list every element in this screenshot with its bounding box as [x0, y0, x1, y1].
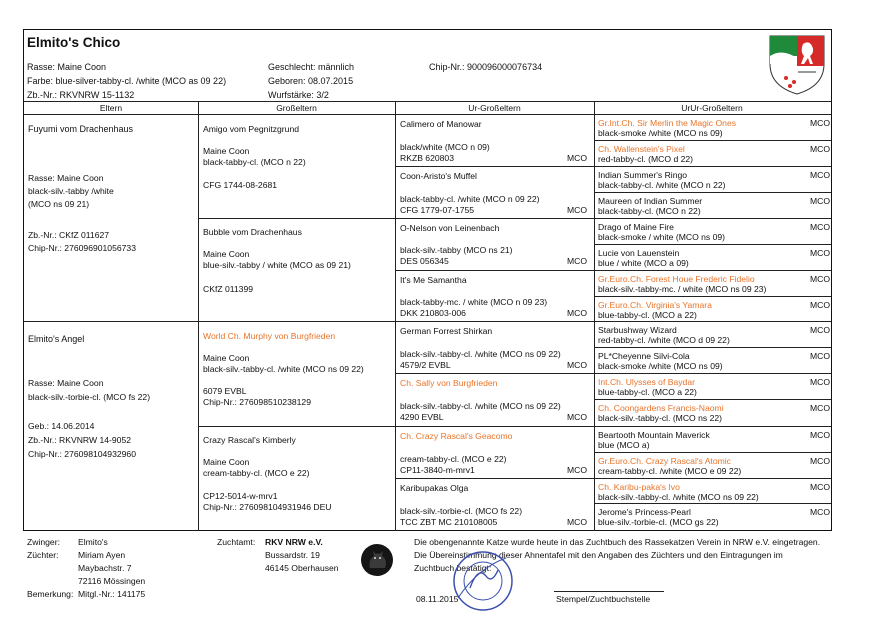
ancestor-color: blue (MCO a) [598, 440, 650, 450]
cat-birthdate: Geboren: 08.07.2015 [268, 76, 354, 86]
dam-breed: Rasse: Maine Coon [28, 378, 104, 388]
ancestor-color: blue-silv.-torbie-cl. (MCO gs 22) [598, 517, 719, 527]
sire-registration: Zb.-Nr.: CKfZ 011627 [28, 230, 110, 240]
ancestor-name: Drago of Maine Fire [598, 222, 674, 232]
breed-code: MCO [810, 507, 831, 517]
ancestor-color: blue-tabby-cl. (MCO a 22) [598, 310, 697, 320]
great-grandparent-color: black-tabby-cl. /white (MCO n 09 22) [400, 194, 540, 204]
ancestor-color: red-tabby-cl. /white (MCO d 09 22) [598, 335, 730, 345]
ancestor-name: PL*Cheyenne Silvi-Cola [598, 351, 690, 361]
great-grandparent-color: black-silv.-tabby-cl. /white (MCO ns 09 22) [400, 349, 561, 359]
divider [395, 478, 831, 479]
grandparent-registration: CFG 1744-08-2681 [203, 180, 278, 190]
grandparent-color: blue-silv.-tabby / white (MCO as 09 21) [203, 260, 351, 270]
column-divider [198, 101, 199, 531]
great-grandparent-name: German Forrest Shirkan [400, 326, 493, 336]
ancestor-name: Gr.Int.Ch. Sir Merlin the Magic Ones [598, 118, 737, 128]
divider [594, 140, 831, 141]
ancestor-name: Starbushway Wizard [598, 325, 677, 335]
ancestor-name: Jerome's Princess-Pearl [598, 507, 691, 517]
breed-code: MCO [567, 308, 588, 318]
ancestor-color: blue / white (MCO a 09) [598, 258, 689, 268]
grandparent-breed: Maine Coon [203, 146, 250, 156]
breed-code: MCO [810, 430, 831, 440]
divider [395, 373, 831, 374]
grandparent-name: Crazy Rascal's Kimberly [203, 435, 296, 445]
great-grandparent-registration: 4290 EVBL [400, 412, 444, 422]
great-grandparent-color: black-silv.-tabby-cl. /white (MCO ns 09 22) [400, 401, 561, 411]
ancestor-color: black-smoke /white (MCO ns 09) [598, 128, 723, 138]
great-grandparent-name: O-Nelson von Leinenbach [400, 223, 500, 233]
ancestor-name: Ch. Coongardens Francis-Naomi [598, 403, 724, 413]
divider [395, 270, 831, 271]
header-grandparents: Großeltern [276, 103, 317, 113]
ancestor-name: Beartooth Mountain Maverick [598, 430, 710, 440]
great-grandparent-color: black-silv.-torbie-cl. (MCO fs 22) [400, 506, 523, 516]
divider [395, 166, 831, 167]
note-value: Mitgl.-Nr.: 141175 [78, 589, 146, 599]
certification-line-2: Die Übereinstimmung dieser Ahnentafel mit den Angaben des Züchters und den Eintragungen im [414, 550, 783, 560]
divider [594, 192, 831, 193]
grandparent-chip: Chip-Nr.: 276098104931946 DEU [203, 502, 332, 512]
sire-breed: Rasse: Maine Coon [28, 173, 104, 183]
breed-code: MCO [567, 205, 588, 215]
grandparent-color: cream-tabby-cl. (MCO e 22) [203, 468, 310, 478]
ancestor-name: Gr.Euro.Ch. Forest Houe Frederic Fidelio [598, 274, 755, 284]
breed-code: MCO [810, 300, 831, 310]
ancestor-color: black-silv.-tabby-mc. / white (MCO ns 09 23) [598, 284, 767, 294]
great-grandparent-name: Calimero of Manowar [400, 119, 482, 129]
ancestor-color: black-smoke /white (MCO ns 09) [598, 361, 723, 371]
grandparent-registration: 6079 EVBL [203, 386, 247, 396]
grandparent-name: World Ch. Murphy von Burgfrieden [203, 331, 336, 341]
breed-code: MCO [810, 274, 831, 284]
great-grandparent-name: Karibupakas Olga [400, 483, 469, 493]
great-grandparent-registration: DKK 210803-006 [400, 308, 466, 318]
grandparent-name: Bubble vom Drachenhaus [203, 227, 302, 237]
ancestor-color: blue-tabby-cl. (MCO a 22) [598, 387, 697, 397]
ancestor-color: black-silv.-tabby-cl. /white (MCO ns 09 22) [598, 492, 759, 502]
divider [24, 101, 831, 102]
grandparent-breed: Maine Coon [203, 353, 250, 363]
ancestor-name: Lucie von Lauenstein [598, 248, 680, 258]
divider [594, 296, 831, 297]
sire-ems-code: (MCO ns 09 21) [28, 199, 90, 209]
breed-code: MCO [810, 403, 831, 413]
grandparent-name: Amigo vom Pegnitzgrund [203, 124, 300, 134]
great-grandparent-registration: DES 056345 [400, 256, 449, 266]
breed-code: MCO [567, 153, 588, 163]
breed-code: MCO [810, 170, 831, 180]
divider [198, 426, 831, 427]
ancestor-color: cream-tabby-cl. /white (MCO e 09 22) [598, 466, 742, 476]
owner-street: Maybachstr. 7 [78, 563, 132, 573]
breeder-label: Zwinger: [27, 537, 60, 547]
great-grandparent-color: black-silv.-tabby (MCO ns 21) [400, 245, 513, 255]
round-stamp-icon [448, 550, 518, 614]
dam-registration: Zb.-Nr.: RKVNRW 14-9052 [28, 435, 131, 445]
breed-code: MCO [810, 196, 831, 206]
certification-date: 08.11.2015 [416, 594, 459, 604]
dam-chip: Chip-Nr.: 276098104932960 [28, 449, 136, 459]
breed-code: MCO [567, 465, 588, 475]
cat-litter: Wurfstärke: 3/2 [268, 90, 329, 100]
cat-breed: Rasse: Maine Coon [27, 62, 107, 72]
ancestor-name: Maureen of Indian Summer [598, 196, 703, 206]
great-grandparent-registration: TCC ZBT MC 210108005 [400, 517, 498, 527]
breed-code: MCO [810, 118, 831, 128]
owner-label: Züchter: [27, 550, 59, 560]
black-cat-logo-icon [360, 543, 394, 577]
divider [594, 244, 831, 245]
breed-code: MCO [810, 482, 831, 492]
sire-color: black-silv.-tabby /white [28, 186, 114, 196]
header-great-great-grandparents: UrUr-Großeltern [681, 103, 743, 113]
ancestor-color: black-smoke / white (MCO ns 09) [598, 232, 726, 242]
sire-chip: Chip-Nr.: 276096901056733 [28, 243, 136, 253]
certification-line-3: Zuchtbuch bestätigt: [414, 563, 492, 573]
registry-street: Bussardstr. 19 [265, 550, 320, 560]
breeder-value: Elmito's [78, 537, 108, 547]
owner-city: 72116 Mössingen [78, 576, 146, 586]
great-grandparent-registration: RKZB 620803 [400, 153, 454, 163]
great-grandparent-registration: CFG 1779-07-1755 [400, 205, 475, 215]
ancestor-color: black-tabby-cl. (MCO n 22) [598, 206, 701, 216]
cat-sex: Geschlecht: männlich [268, 62, 355, 72]
grandparent-registration: CP12-5014-w-mrv1 [203, 491, 278, 501]
great-grandparent-color: cream-tabby-cl. (MCO e 22) [400, 454, 507, 464]
breed-code: MCO [810, 222, 831, 232]
great-grandparent-color: black/white (MCO n 09) [400, 142, 490, 152]
registry-city: 46145 Oberhausen [265, 563, 339, 573]
signature-line [554, 591, 664, 592]
cat-registration: Zb.-Nr.: RKVNRW 15-1132 [27, 90, 135, 100]
registry-label: Zuchtamt: [217, 537, 256, 547]
grandparent-registration: CKfZ 011399 [203, 284, 254, 294]
grandparent-color: black-tabby-cl. (MCO n 22) [203, 157, 306, 167]
grandparent-breed: Maine Coon [203, 457, 250, 467]
great-grandparent-name: Ch. Crazy Rascal's Geacomo [400, 431, 513, 441]
divider [594, 399, 831, 400]
breed-code: MCO [810, 248, 831, 258]
header-parents: Eltern [99, 103, 123, 113]
great-grandparent-color: black-tabby-mc. / white (MCO n 09 23) [400, 297, 548, 307]
grandparent-breed: Maine Coon [203, 249, 250, 259]
cat-name: Elmito's Chico [27, 35, 121, 50]
great-grandparent-registration: 4579/2 EVBL [400, 360, 451, 370]
sire-name: Fuyumi vom Drachenhaus [28, 124, 134, 134]
header-great-grandparents: Ur-Großeltern [468, 103, 521, 113]
breed-code: MCO [810, 456, 831, 466]
breed-code: MCO [810, 377, 831, 387]
ancestor-name: Indian Summer's Ringo [598, 170, 688, 180]
owner-name: Miriam Ayen [78, 550, 126, 560]
ancestor-color: black-tabby-cl. /white (MCO n 22) [598, 180, 726, 190]
ancestor-color: black-silv.-tabby-cl. (MCO ns 22) [598, 413, 722, 423]
great-grandparent-name: Coon-Aristo's Muffel [400, 171, 477, 181]
breed-code: MCO [567, 517, 588, 527]
divider [24, 114, 831, 115]
breed-code: MCO [567, 360, 588, 370]
great-grandparent-registration: CP11-3840-m-mrv1 [400, 465, 475, 475]
divider [594, 452, 831, 453]
divider [594, 503, 831, 504]
dam-color: black-silv.-torbie-cl. (MCO fs 22) [28, 392, 151, 402]
ancestor-name: Gr.Euro.Ch. Virginia's Yamara [598, 300, 712, 310]
breed-code: MCO [810, 144, 831, 154]
ancestor-name: Ch. Karibu-paka's Ivo [598, 482, 680, 492]
divider [24, 321, 831, 322]
stamp-label: Stempel/Zuchtbuchstelle [556, 594, 651, 604]
dam-name: Elmito's Angel [28, 334, 85, 344]
ancestor-name: Gr.Euro.Ch. Crazy Rascal's Atomic [598, 456, 731, 466]
grandparent-chip: Chip-Nr.: 276098510238129 [203, 397, 311, 407]
ancestor-name: Int.Ch. Ulysses of Baydar [598, 377, 695, 387]
ancestor-color: red-tabby-cl. (MCO d 22) [598, 154, 694, 164]
breed-code: MCO [810, 325, 831, 335]
certification-line-1: Die obengenannte Katze wurde heute in das Zuchtbuch des Rassekatzen Verein in NRW e.V. eingetragen. [414, 537, 821, 547]
note-label: Bemerkung: [27, 589, 74, 599]
cat-chip: Chip-Nr.: 900096000076734 [429, 62, 543, 72]
great-grandparent-name: Ch. Sally von Burgfrieden [400, 378, 498, 388]
great-grandparent-name: It's Me Samantha [400, 275, 467, 285]
divider [594, 347, 831, 348]
cat-color: Farbe: blue-silver-tabby-cl. /white (MCO as 09 22) [27, 76, 227, 86]
grandparent-color: black-silv.-tabby-cl. /white (MCO ns 09 22) [203, 364, 364, 374]
breed-code: MCO [567, 256, 588, 266]
breed-code: MCO [567, 412, 588, 422]
registry-name: RKV NRW e.V. [265, 537, 323, 547]
ancestor-name: Ch. Wallenstein's Pixel [598, 144, 685, 154]
breed-code: MCO [810, 351, 831, 361]
dam-birthdate: Geb.: 14.06.2014 [28, 421, 95, 431]
divider [198, 218, 831, 219]
